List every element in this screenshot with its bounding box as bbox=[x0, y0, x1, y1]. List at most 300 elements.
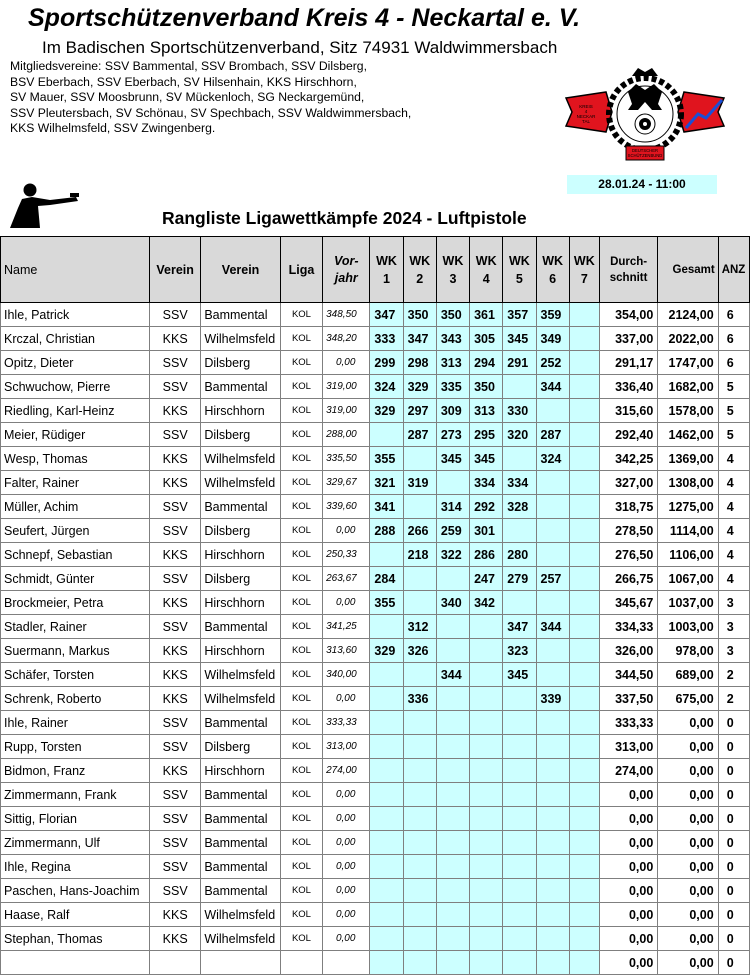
wk-score-cell bbox=[370, 879, 403, 903]
wk-score-cell bbox=[403, 447, 436, 471]
wk-score-cell bbox=[536, 663, 569, 687]
svg-text:DEUTSCHER: DEUTSCHER bbox=[631, 148, 659, 153]
wk-score-cell bbox=[436, 903, 469, 927]
table-row bbox=[1, 783, 750, 807]
wk-score-cell: 287 bbox=[403, 423, 436, 447]
gesamt-cell: 1106,00 bbox=[658, 543, 718, 567]
verein-short-cell: SSV bbox=[149, 807, 200, 831]
anz-cell: 6 bbox=[718, 303, 749, 327]
durchschnitt-cell: 0,00 bbox=[599, 951, 657, 975]
wk-score-cell: 334 bbox=[470, 471, 503, 495]
name-cell: Wesp, Thomas bbox=[1, 447, 150, 471]
verein-short-cell: KKS bbox=[149, 447, 200, 471]
vorjahr-cell: 0,00 bbox=[323, 687, 370, 711]
table-row bbox=[1, 735, 750, 759]
wk-score-cell: 313 bbox=[470, 399, 503, 423]
wk-score-cell bbox=[536, 951, 569, 975]
verein-short-cell: KKS bbox=[149, 591, 200, 615]
wk-score-cell bbox=[569, 903, 599, 927]
gesamt-cell: 1037,00 bbox=[658, 591, 718, 615]
durchschnitt-cell: 326,00 bbox=[599, 639, 657, 663]
col-vorjahr: Vor- jahr bbox=[323, 237, 370, 303]
member-clubs-list bbox=[10, 59, 411, 137]
wk-score-cell bbox=[470, 735, 503, 759]
ranking-table bbox=[0, 236, 750, 975]
anz-cell: 4 bbox=[718, 495, 749, 519]
wk-score-cell: 341 bbox=[370, 495, 403, 519]
anz-cell: 6 bbox=[718, 327, 749, 351]
name-cell: Schwuchow, Pierre bbox=[1, 375, 150, 399]
table-row bbox=[1, 543, 750, 567]
verein-short-cell: KKS bbox=[149, 327, 200, 351]
name-cell: Haase, Ralf bbox=[1, 903, 150, 927]
anz-cell: 0 bbox=[718, 951, 749, 975]
wk-score-cell bbox=[370, 903, 403, 927]
wk-score-cell: 312 bbox=[403, 615, 436, 639]
table-row bbox=[1, 303, 750, 327]
wk-score-cell: 313 bbox=[436, 351, 469, 375]
liga-cell: KOL bbox=[280, 807, 322, 831]
wk-score-cell bbox=[470, 903, 503, 927]
wk-score-cell bbox=[370, 615, 403, 639]
wk-score-cell: 344 bbox=[536, 615, 569, 639]
wk-score-cell bbox=[370, 423, 403, 447]
wk-score-cell bbox=[569, 783, 599, 807]
wk-score-cell bbox=[536, 783, 569, 807]
durchschnitt-cell: 342,25 bbox=[599, 447, 657, 471]
name-cell: Riedling, Karl-Heinz bbox=[1, 399, 150, 423]
wk-score-cell: 297 bbox=[403, 399, 436, 423]
wk-score-cell bbox=[370, 759, 403, 783]
wk-score-cell bbox=[436, 927, 469, 951]
gesamt-cell: 978,00 bbox=[658, 639, 718, 663]
wk-score-cell bbox=[536, 639, 569, 663]
verein-short-cell: SSV bbox=[149, 375, 200, 399]
vorjahr-cell: 0,00 bbox=[323, 807, 370, 831]
gesamt-cell: 1682,00 bbox=[658, 375, 718, 399]
vorjahr-cell: 329,67 bbox=[323, 471, 370, 495]
anz-cell: 0 bbox=[718, 759, 749, 783]
wk-score-cell bbox=[436, 831, 469, 855]
verein-long-cell: Dilsberg bbox=[201, 567, 281, 591]
durchschnitt-cell: 337,00 bbox=[599, 327, 657, 351]
durchschnitt-cell: 327,00 bbox=[599, 471, 657, 495]
wk-score-cell: 355 bbox=[370, 591, 403, 615]
wk-score-cell: 357 bbox=[503, 303, 536, 327]
wk-score-cell bbox=[536, 927, 569, 951]
anz-cell: 2 bbox=[718, 663, 749, 687]
member-line: Mitgliedsvereine: SSV Bammental, SSV Brombach, SSV Dilsberg, bbox=[10, 59, 367, 73]
verein-long-cell: Wilhelmsfeld bbox=[201, 903, 281, 927]
table-row bbox=[1, 399, 750, 423]
wk-score-cell bbox=[569, 951, 599, 975]
wk-score-cell bbox=[436, 471, 469, 495]
wk-score-cell bbox=[470, 759, 503, 783]
wk-score-cell: 350 bbox=[470, 375, 503, 399]
verein-long-cell: Wilhelmsfeld bbox=[201, 927, 281, 951]
vorjahr-cell: 0,00 bbox=[323, 783, 370, 807]
vorjahr-cell: 313,00 bbox=[323, 735, 370, 759]
wk-score-cell: 330 bbox=[503, 399, 536, 423]
gesamt-cell: 0,00 bbox=[658, 855, 718, 879]
table-body bbox=[1, 303, 750, 975]
liga-cell: KOL bbox=[280, 639, 322, 663]
wk-score-cell bbox=[536, 399, 569, 423]
wk-score-cell: 344 bbox=[536, 375, 569, 399]
wk-score-cell bbox=[536, 471, 569, 495]
pistol-shooter-icon bbox=[6, 182, 81, 230]
name-cell: Stephan, Thomas bbox=[1, 927, 150, 951]
anz-cell: 0 bbox=[718, 903, 749, 927]
gesamt-cell: 1578,00 bbox=[658, 399, 718, 423]
table-row bbox=[1, 687, 750, 711]
anz-cell: 3 bbox=[718, 591, 749, 615]
verein-short-cell: KKS bbox=[149, 663, 200, 687]
wk-score-cell bbox=[370, 735, 403, 759]
liga-cell: KOL bbox=[280, 783, 322, 807]
member-line: SSV Pleutersbach, SV Schönau, SV Spechbach, SSV Waldwimmersbach, bbox=[10, 105, 412, 120]
anz-cell: 4 bbox=[718, 543, 749, 567]
table-row bbox=[1, 591, 750, 615]
wk-score-cell bbox=[403, 927, 436, 951]
vorjahr-cell: 333,33 bbox=[323, 711, 370, 735]
wk-score-cell: 359 bbox=[536, 303, 569, 327]
col-wk7: WK 7 bbox=[569, 237, 599, 303]
vorjahr-cell: 313,60 bbox=[323, 639, 370, 663]
name-cell: Ihle, Patrick bbox=[1, 303, 150, 327]
wk-score-cell bbox=[403, 591, 436, 615]
liga-cell: KOL bbox=[280, 543, 322, 567]
wk-score-cell: 291 bbox=[503, 351, 536, 375]
gesamt-cell: 0,00 bbox=[658, 783, 718, 807]
name-cell: Ihle, Rainer bbox=[1, 711, 150, 735]
wk-score-cell bbox=[536, 543, 569, 567]
durchschnitt-cell: 0,00 bbox=[599, 903, 657, 927]
wk-score-cell bbox=[503, 519, 536, 543]
wk-score-cell bbox=[403, 711, 436, 735]
wk-score-cell: 301 bbox=[470, 519, 503, 543]
wk-score-cell: 329 bbox=[403, 375, 436, 399]
gesamt-cell: 1275,00 bbox=[658, 495, 718, 519]
col-wk2: WK 2 bbox=[403, 237, 436, 303]
wk-score-cell bbox=[403, 495, 436, 519]
verein-short-cell bbox=[149, 951, 200, 975]
vorjahr-cell: 288,00 bbox=[323, 423, 370, 447]
wk-score-cell bbox=[436, 615, 469, 639]
gesamt-cell: 0,00 bbox=[658, 759, 718, 783]
vorjahr-cell: 0,00 bbox=[323, 903, 370, 927]
table-row bbox=[1, 327, 750, 351]
liga-cell: KOL bbox=[280, 471, 322, 495]
durchschnitt-cell: 276,50 bbox=[599, 543, 657, 567]
wk-score-cell: 345 bbox=[470, 447, 503, 471]
liga-cell: KOL bbox=[280, 855, 322, 879]
wk-score-cell bbox=[503, 735, 536, 759]
col-name: Name bbox=[1, 237, 150, 303]
verein-long-cell: Bammental bbox=[201, 495, 281, 519]
vorjahr-cell bbox=[323, 951, 370, 975]
liga-cell: KOL bbox=[280, 711, 322, 735]
wk-score-cell: 335 bbox=[436, 375, 469, 399]
liga-cell: KOL bbox=[280, 375, 322, 399]
table-row bbox=[1, 855, 750, 879]
liga-cell: KOL bbox=[280, 879, 322, 903]
anz-cell: 5 bbox=[718, 423, 749, 447]
name-cell: Müller, Achim bbox=[1, 495, 150, 519]
wk-score-cell: 342 bbox=[470, 591, 503, 615]
wk-score-cell bbox=[470, 855, 503, 879]
verein-short-cell: SSV bbox=[149, 735, 200, 759]
durchschnitt-cell: 337,50 bbox=[599, 687, 657, 711]
wk-score-cell bbox=[403, 855, 436, 879]
gesamt-cell: 0,00 bbox=[658, 927, 718, 951]
wk-score-cell bbox=[470, 951, 503, 975]
wk-score-cell bbox=[403, 807, 436, 831]
table-row bbox=[1, 567, 750, 591]
name-cell: Rupp, Torsten bbox=[1, 735, 150, 759]
wk-score-cell: 329 bbox=[370, 639, 403, 663]
wk-score-cell bbox=[403, 831, 436, 855]
anz-cell: 2 bbox=[718, 687, 749, 711]
page-title: Sportschützenverband Kreis 4 - Neckartal e. V. bbox=[28, 4, 581, 32]
liga-cell: KOL bbox=[280, 591, 322, 615]
col-wk3: WK 3 bbox=[436, 237, 469, 303]
verein-long-cell: Bammental bbox=[201, 879, 281, 903]
wk-score-cell bbox=[536, 903, 569, 927]
table-row bbox=[1, 711, 750, 735]
wk-score-cell bbox=[569, 711, 599, 735]
gesamt-cell: 0,00 bbox=[658, 711, 718, 735]
liga-cell: KOL bbox=[280, 759, 322, 783]
wk-score-cell bbox=[436, 855, 469, 879]
durchschnitt-cell: 318,75 bbox=[599, 495, 657, 519]
wk-score-cell: 334 bbox=[503, 471, 536, 495]
wk-score-cell: 345 bbox=[436, 447, 469, 471]
verein-long-cell: Hirschhorn bbox=[201, 399, 281, 423]
wk-score-cell bbox=[569, 615, 599, 639]
wk-score-cell: 299 bbox=[370, 351, 403, 375]
liga-cell: KOL bbox=[280, 351, 322, 375]
wk-score-cell: 339 bbox=[536, 687, 569, 711]
verein-long-cell: Wilhelmsfeld bbox=[201, 471, 281, 495]
gesamt-cell: 689,00 bbox=[658, 663, 718, 687]
verein-long-cell: Wilhelmsfeld bbox=[201, 447, 281, 471]
verein-long-cell: Hirschhorn bbox=[201, 639, 281, 663]
wk-score-cell: 326 bbox=[403, 639, 436, 663]
table-row bbox=[1, 471, 750, 495]
col-wk5: WK 5 bbox=[503, 237, 536, 303]
wk-score-cell bbox=[370, 711, 403, 735]
wk-score-cell bbox=[569, 543, 599, 567]
wk-score-cell: 218 bbox=[403, 543, 436, 567]
wk-score-cell bbox=[569, 759, 599, 783]
table-row bbox=[1, 351, 750, 375]
wk-score-cell bbox=[370, 831, 403, 855]
wk-score-cell: 324 bbox=[370, 375, 403, 399]
wk-score-cell bbox=[503, 903, 536, 927]
table-row bbox=[1, 951, 750, 975]
date-stamp: 28.01.24 - 11:00 bbox=[567, 175, 717, 194]
gesamt-cell: 2022,00 bbox=[658, 327, 718, 351]
wk-score-cell bbox=[536, 855, 569, 879]
verein-long-cell bbox=[201, 951, 281, 975]
col-verein-short: Verein bbox=[149, 237, 200, 303]
wk-score-cell bbox=[403, 735, 436, 759]
wk-score-cell: 287 bbox=[536, 423, 569, 447]
wk-score-cell bbox=[503, 831, 536, 855]
wk-score-cell bbox=[370, 807, 403, 831]
name-cell: Zimmermann, Ulf bbox=[1, 831, 150, 855]
col-verein-long: Verein bbox=[201, 237, 281, 303]
wk-score-cell bbox=[569, 495, 599, 519]
gesamt-cell: 675,00 bbox=[658, 687, 718, 711]
vorjahr-cell: 274,00 bbox=[323, 759, 370, 783]
vorjahr-cell: 0,00 bbox=[323, 519, 370, 543]
gesamt-cell: 1369,00 bbox=[658, 447, 718, 471]
col-anz: ANZ bbox=[718, 237, 749, 303]
wk-score-cell: 309 bbox=[436, 399, 469, 423]
wk-score-cell: 350 bbox=[436, 303, 469, 327]
name-cell: Meier, Rüdiger bbox=[1, 423, 150, 447]
wk-score-cell bbox=[403, 663, 436, 687]
liga-cell: KOL bbox=[280, 447, 322, 471]
wk-score-cell bbox=[569, 375, 599, 399]
wk-score-cell bbox=[569, 423, 599, 447]
wk-score-cell: 350 bbox=[403, 303, 436, 327]
wk-score-cell bbox=[569, 807, 599, 831]
verein-long-cell: Wilhelmsfeld bbox=[201, 327, 281, 351]
wk-score-cell: 279 bbox=[503, 567, 536, 591]
durchschnitt-cell: 354,00 bbox=[599, 303, 657, 327]
wk-score-cell bbox=[470, 639, 503, 663]
verein-short-cell: SSV bbox=[149, 303, 200, 327]
anz-cell: 0 bbox=[718, 855, 749, 879]
name-cell: Falter, Rainer bbox=[1, 471, 150, 495]
table-row bbox=[1, 927, 750, 951]
liga-cell: KOL bbox=[280, 687, 322, 711]
wk-score-cell bbox=[569, 519, 599, 543]
liga-cell: KOL bbox=[280, 735, 322, 759]
verein-short-cell: SSV bbox=[149, 711, 200, 735]
col-gesamt: Gesamt bbox=[658, 237, 718, 303]
verein-short-cell: SSV bbox=[149, 495, 200, 519]
page-subtitle: Im Badischen Sportschützenverband, Sitz 74931 Waldwimmersbach bbox=[42, 38, 558, 57]
table-row bbox=[1, 879, 750, 903]
verein-long-cell: Bammental bbox=[201, 783, 281, 807]
anz-cell: 0 bbox=[718, 711, 749, 735]
name-cell: Bidmon, Franz bbox=[1, 759, 150, 783]
durchschnitt-cell: 274,00 bbox=[599, 759, 657, 783]
wk-score-cell bbox=[536, 807, 569, 831]
gesamt-cell: 0,00 bbox=[658, 807, 718, 831]
vorjahr-cell: 250,33 bbox=[323, 543, 370, 567]
wk-score-cell bbox=[569, 399, 599, 423]
wk-score-cell bbox=[370, 927, 403, 951]
durchschnitt-cell: 334,33 bbox=[599, 615, 657, 639]
col-wk4: WK 4 bbox=[470, 237, 503, 303]
gesamt-cell: 1003,00 bbox=[658, 615, 718, 639]
wk-score-cell bbox=[569, 567, 599, 591]
wk-score-cell bbox=[470, 615, 503, 639]
wk-score-cell bbox=[569, 327, 599, 351]
wk-score-cell bbox=[569, 303, 599, 327]
verein-short-cell: SSV bbox=[149, 783, 200, 807]
wk-score-cell bbox=[403, 759, 436, 783]
verein-long-cell: Hirschhorn bbox=[201, 543, 281, 567]
member-line: SV Mauer, SSV Moosbrunn, SV Mückenloch, SG Neckargemünd, bbox=[10, 90, 365, 105]
name-cell: Schäfer, Torsten bbox=[1, 663, 150, 687]
wk-score-cell: 329 bbox=[370, 399, 403, 423]
wk-score-cell: 347 bbox=[370, 303, 403, 327]
member-line: KKS Wilhelmsfeld, SSV Zwingenberg. bbox=[10, 121, 216, 136]
wk-score-cell bbox=[436, 639, 469, 663]
wk-score-cell bbox=[436, 807, 469, 831]
wk-score-cell bbox=[370, 687, 403, 711]
wk-score-cell: 295 bbox=[470, 423, 503, 447]
anz-cell: 5 bbox=[718, 375, 749, 399]
wk-score-cell bbox=[436, 759, 469, 783]
durchschnitt-cell: 278,50 bbox=[599, 519, 657, 543]
anz-cell: 3 bbox=[718, 615, 749, 639]
wk-score-cell: 252 bbox=[536, 351, 569, 375]
anz-cell: 0 bbox=[718, 879, 749, 903]
verein-long-cell: Dilsberg bbox=[201, 735, 281, 759]
table-row bbox=[1, 759, 750, 783]
wk-score-cell bbox=[536, 591, 569, 615]
wk-score-cell bbox=[403, 903, 436, 927]
table-row bbox=[1, 447, 750, 471]
wk-score-cell bbox=[470, 687, 503, 711]
name-cell: Ihle, Regina bbox=[1, 855, 150, 879]
durchschnitt-cell: 344,50 bbox=[599, 663, 657, 687]
table-heading: Rangliste Ligawettkämpfe 2024 - Luftpistole bbox=[162, 208, 527, 228]
verein-long-cell: Wilhelmsfeld bbox=[201, 687, 281, 711]
svg-text:SCHÜTZENBUND: SCHÜTZENBUND bbox=[627, 153, 663, 158]
wk-score-cell: 333 bbox=[370, 327, 403, 351]
svg-text:KREIS: KREIS bbox=[579, 104, 593, 109]
name-cell: Opitz, Dieter bbox=[1, 351, 150, 375]
wk-score-cell bbox=[536, 735, 569, 759]
verein-short-cell: KKS bbox=[149, 759, 200, 783]
wk-score-cell bbox=[436, 567, 469, 591]
wk-score-cell bbox=[503, 447, 536, 471]
svg-text:NECKAR: NECKAR bbox=[576, 114, 596, 119]
wk-score-cell: 343 bbox=[436, 327, 469, 351]
wk-score-cell: 319 bbox=[403, 471, 436, 495]
durchschnitt-cell: 0,00 bbox=[599, 783, 657, 807]
table-row bbox=[1, 639, 750, 663]
verein-short-cell: SSV bbox=[149, 831, 200, 855]
gesamt-cell: 0,00 bbox=[658, 951, 718, 975]
verein-long-cell: Bammental bbox=[201, 303, 281, 327]
name-cell: Krczal, Christian bbox=[1, 327, 150, 351]
verein-long-cell: Dilsberg bbox=[201, 423, 281, 447]
table-row bbox=[1, 495, 750, 519]
vorjahr-cell: 341,25 bbox=[323, 615, 370, 639]
gesamt-cell: 1747,00 bbox=[658, 351, 718, 375]
wk-score-cell bbox=[503, 855, 536, 879]
wk-score-cell bbox=[569, 735, 599, 759]
vorjahr-cell: 319,00 bbox=[323, 375, 370, 399]
verein-long-cell: Bammental bbox=[201, 807, 281, 831]
durchschnitt-cell: 336,40 bbox=[599, 375, 657, 399]
vorjahr-cell: 348,50 bbox=[323, 303, 370, 327]
wk-score-cell bbox=[436, 735, 469, 759]
liga-cell bbox=[280, 951, 322, 975]
wk-score-cell: 323 bbox=[503, 639, 536, 663]
gesamt-cell: 1308,00 bbox=[658, 471, 718, 495]
table-row bbox=[1, 519, 750, 543]
